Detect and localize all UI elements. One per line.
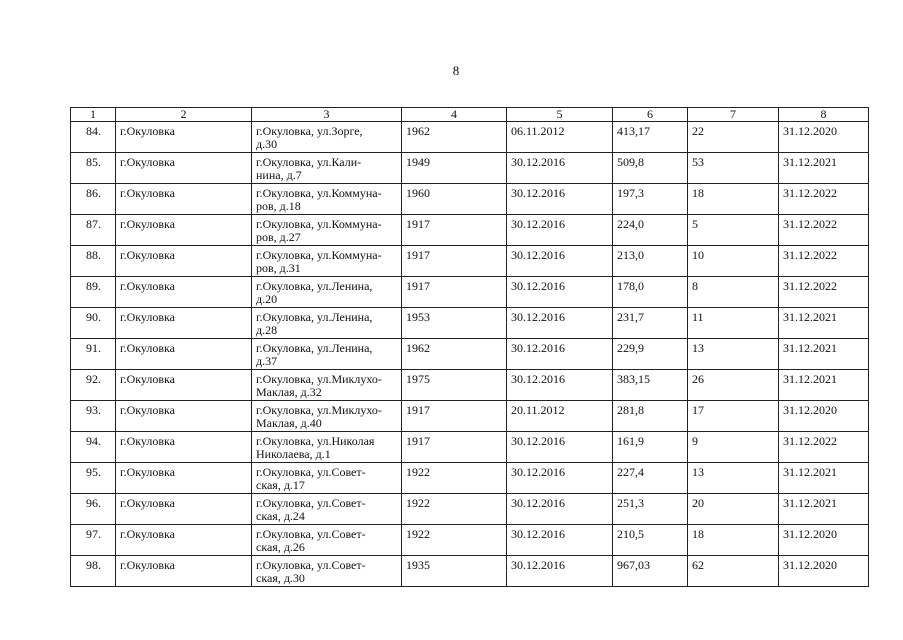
table-row bbox=[71, 153, 869, 184]
cell-date bbox=[507, 308, 613, 339]
table-row bbox=[71, 246, 869, 277]
cell-text: 31.12.2022 bbox=[783, 217, 837, 231]
cell-deadline bbox=[779, 401, 869, 432]
housing-registry-table bbox=[70, 107, 869, 587]
cell-text: 98. bbox=[86, 558, 101, 572]
cell-text: 31.12.2020 bbox=[783, 527, 837, 541]
cell-text: 30.12.2016 bbox=[511, 434, 565, 448]
cell-text: 1917 bbox=[406, 217, 430, 231]
cell-deadline bbox=[779, 556, 869, 587]
cell-text: г.Окуловка, ул.Ленина, д.37 bbox=[256, 341, 373, 368]
table-body bbox=[71, 122, 869, 587]
cell-text: 95. bbox=[86, 465, 101, 479]
cell-row-number bbox=[71, 215, 116, 246]
cell-address bbox=[252, 339, 402, 370]
cell-text: 89. bbox=[86, 279, 101, 293]
cell-row-number bbox=[71, 184, 116, 215]
cell-area bbox=[613, 277, 688, 308]
cell-year-built bbox=[402, 525, 507, 556]
cell-deadline bbox=[779, 494, 869, 525]
cell-date bbox=[507, 277, 613, 308]
cell-text: 06.11.2012 bbox=[511, 124, 565, 138]
cell-settlement bbox=[116, 370, 252, 401]
cell-text: 30.12.2016 bbox=[511, 217, 565, 231]
cell-address bbox=[252, 184, 402, 215]
cell-date bbox=[507, 370, 613, 401]
cell-text: 197,3 bbox=[617, 186, 644, 200]
cell-year-built bbox=[402, 277, 507, 308]
cell-text: г.Окуловка bbox=[120, 124, 175, 138]
cell-text: 178,0 bbox=[617, 279, 644, 293]
cell-settlement bbox=[116, 122, 252, 153]
cell-text: 413,17 bbox=[617, 124, 650, 138]
cell-text: г.Окуловка, ул.Совет- ская, д.17 bbox=[256, 465, 366, 492]
cell-count bbox=[688, 556, 779, 587]
cell-settlement bbox=[116, 339, 252, 370]
cell-text: г.Окуловка, ул.Совет- ская, д.26 bbox=[256, 527, 366, 554]
cell-text: 88. bbox=[86, 248, 101, 262]
cell-year-built bbox=[402, 122, 507, 153]
cell-text: 1975 bbox=[406, 372, 430, 386]
cell-year-built bbox=[402, 246, 507, 277]
cell-text: 30.12.2016 bbox=[511, 372, 565, 386]
cell-text: 26 bbox=[692, 372, 704, 386]
cell-text: 31.12.2022 bbox=[783, 434, 837, 448]
cell-text: 1962 bbox=[406, 124, 430, 138]
cell-area bbox=[613, 556, 688, 587]
cell-text: г.Окуловка, ул.Коммуна- ров, д.18 bbox=[256, 186, 382, 213]
cell-settlement bbox=[116, 401, 252, 432]
cell-text: 31.12.2020 bbox=[783, 558, 837, 572]
cell-area bbox=[613, 215, 688, 246]
cell-text: 13 bbox=[692, 465, 704, 479]
cell-settlement bbox=[116, 184, 252, 215]
page-number: 8 bbox=[452, 63, 460, 78]
cell-text: г.Окуловка, ул.Совет- ская, д.30 bbox=[256, 558, 366, 585]
cell-area bbox=[613, 153, 688, 184]
cell-text: 30.12.2016 bbox=[511, 186, 565, 200]
table-row bbox=[71, 277, 869, 308]
cell-address bbox=[252, 122, 402, 153]
cell-text: 31.12.2021 bbox=[783, 372, 837, 386]
table-row bbox=[71, 525, 869, 556]
cell-year-built bbox=[402, 215, 507, 246]
cell-text: 94. bbox=[86, 434, 101, 448]
cell-year-built bbox=[402, 556, 507, 587]
cell-year-built bbox=[402, 153, 507, 184]
cell-date bbox=[507, 184, 613, 215]
table-row bbox=[71, 122, 869, 153]
cell-deadline bbox=[779, 308, 869, 339]
cell-count bbox=[688, 153, 779, 184]
cell-row-number bbox=[71, 463, 116, 494]
cell-text: 5 bbox=[692, 217, 698, 231]
cell-text: 1949 bbox=[406, 155, 430, 169]
cell-text: г.Окуловка, ул.Коммуна- ров, д.31 bbox=[256, 248, 382, 275]
table-row bbox=[71, 215, 869, 246]
cell-text: г.Окуловка bbox=[120, 403, 175, 417]
cell-text: г.Окуловка, ул.Николая Николаева, д.1 bbox=[256, 434, 375, 461]
cell-text: 1917 bbox=[406, 434, 430, 448]
cell-text: 10 bbox=[692, 248, 704, 262]
cell-address bbox=[252, 401, 402, 432]
cell-text: 22 bbox=[692, 124, 704, 138]
cell-settlement bbox=[116, 556, 252, 587]
table-row bbox=[71, 494, 869, 525]
cell-text: 224,0 bbox=[617, 217, 644, 231]
cell-date bbox=[507, 494, 613, 525]
cell-text: г.Окуловка, ул.Миклухо- Маклая, д.40 bbox=[256, 403, 382, 430]
table-row bbox=[71, 308, 869, 339]
cell-text: 18 bbox=[692, 527, 704, 541]
cell-text: 20.11.2012 bbox=[511, 403, 565, 417]
cell-text: г.Окуловка, ул.Кали- нина, д.7 bbox=[256, 155, 362, 182]
cell-deadline bbox=[779, 463, 869, 494]
cell-area bbox=[613, 339, 688, 370]
cell-count bbox=[688, 463, 779, 494]
cell-text: 13 bbox=[692, 341, 704, 355]
cell-year-built bbox=[402, 339, 507, 370]
cell-address bbox=[252, 246, 402, 277]
cell-text: 1953 bbox=[406, 310, 430, 324]
cell-text: 87. bbox=[86, 217, 101, 231]
cell-text: 9 bbox=[692, 434, 698, 448]
cell-text: 383,15 bbox=[617, 372, 650, 386]
table-row bbox=[71, 184, 869, 215]
cell-text: г.Окуловка, ул.Миклухо- Маклая, д.32 bbox=[256, 372, 382, 399]
cell-text: г.Окуловка bbox=[120, 341, 175, 355]
cell-text: 31.12.2021 bbox=[783, 341, 837, 355]
cell-text: 1922 bbox=[406, 465, 430, 479]
cell-settlement bbox=[116, 153, 252, 184]
cell-date bbox=[507, 215, 613, 246]
column-header-5: 5 bbox=[507, 108, 613, 122]
cell-row-number bbox=[71, 494, 116, 525]
cell-date bbox=[507, 432, 613, 463]
cell-area bbox=[613, 246, 688, 277]
column-header-4: 4 bbox=[402, 108, 507, 122]
table-row bbox=[71, 401, 869, 432]
cell-text: 210,5 bbox=[617, 527, 644, 541]
cell-text: 30.12.2016 bbox=[511, 155, 565, 169]
cell-text: 1962 bbox=[406, 341, 430, 355]
column-header-8: 8 bbox=[779, 108, 869, 122]
cell-deadline bbox=[779, 339, 869, 370]
cell-text: г.Окуловка bbox=[120, 310, 175, 324]
cell-address bbox=[252, 215, 402, 246]
cell-area bbox=[613, 122, 688, 153]
cell-date bbox=[507, 246, 613, 277]
cell-text: 96. bbox=[86, 496, 101, 510]
cell-text: 97. bbox=[86, 527, 101, 541]
cell-text: 31.12.2020 bbox=[783, 124, 837, 138]
cell-row-number bbox=[71, 525, 116, 556]
table-row bbox=[71, 339, 869, 370]
cell-text: г.Окуловка bbox=[120, 496, 175, 510]
cell-year-built bbox=[402, 463, 507, 494]
cell-year-built bbox=[402, 308, 507, 339]
cell-text: 85. bbox=[86, 155, 101, 169]
cell-date bbox=[507, 401, 613, 432]
cell-settlement bbox=[116, 246, 252, 277]
cell-text: 84. bbox=[86, 124, 101, 138]
cell-deadline bbox=[779, 370, 869, 401]
cell-count bbox=[688, 339, 779, 370]
cell-row-number bbox=[71, 122, 116, 153]
cell-area bbox=[613, 525, 688, 556]
cell-text: 281,8 bbox=[617, 403, 644, 417]
cell-text: г.Окуловка, ул.Зорге, д.30 bbox=[256, 124, 363, 151]
cell-year-built bbox=[402, 494, 507, 525]
cell-deadline bbox=[779, 525, 869, 556]
cell-count bbox=[688, 401, 779, 432]
cell-text: 31.12.2021 bbox=[783, 155, 837, 169]
cell-text: 251,3 bbox=[617, 496, 644, 510]
cell-address bbox=[252, 432, 402, 463]
cell-count bbox=[688, 494, 779, 525]
cell-text: 509,8 bbox=[617, 155, 644, 169]
cell-row-number bbox=[71, 401, 116, 432]
cell-text: 30.12.2016 bbox=[511, 465, 565, 479]
cell-address bbox=[252, 277, 402, 308]
cell-row-number bbox=[71, 308, 116, 339]
cell-text: 31.12.2022 bbox=[783, 248, 837, 262]
cell-row-number bbox=[71, 277, 116, 308]
cell-row-number bbox=[71, 432, 116, 463]
cell-text: 93. bbox=[86, 403, 101, 417]
cell-text: 8 bbox=[692, 279, 698, 293]
cell-date bbox=[507, 525, 613, 556]
cell-count bbox=[688, 122, 779, 153]
cell-text: 17 bbox=[692, 403, 704, 417]
cell-text: 1935 bbox=[406, 558, 430, 572]
cell-text: 30.12.2016 bbox=[511, 248, 565, 262]
cell-text: 30.12.2016 bbox=[511, 527, 565, 541]
cell-text: г.Окуловка bbox=[120, 527, 175, 541]
cell-address bbox=[252, 153, 402, 184]
cell-text: 31.12.2021 bbox=[783, 465, 837, 479]
cell-count bbox=[688, 370, 779, 401]
cell-deadline bbox=[779, 153, 869, 184]
cell-text: 53 bbox=[692, 155, 704, 169]
cell-text: 1922 bbox=[406, 527, 430, 541]
cell-settlement bbox=[116, 277, 252, 308]
cell-address bbox=[252, 494, 402, 525]
cell-settlement bbox=[116, 463, 252, 494]
table-header bbox=[71, 108, 869, 122]
cell-deadline bbox=[779, 432, 869, 463]
cell-text: 18 bbox=[692, 186, 704, 200]
cell-count bbox=[688, 277, 779, 308]
cell-text: 30.12.2016 bbox=[511, 279, 565, 293]
cell-text: 1917 bbox=[406, 248, 430, 262]
cell-count bbox=[688, 432, 779, 463]
cell-deadline bbox=[779, 277, 869, 308]
cell-area bbox=[613, 432, 688, 463]
cell-address bbox=[252, 556, 402, 587]
cell-row-number bbox=[71, 370, 116, 401]
table-row bbox=[71, 370, 869, 401]
cell-text: г.Окуловка bbox=[120, 186, 175, 200]
cell-text: 20 bbox=[692, 496, 704, 510]
cell-date bbox=[507, 122, 613, 153]
cell-row-number bbox=[71, 339, 116, 370]
column-header-2: 2 bbox=[116, 108, 252, 122]
cell-settlement bbox=[116, 215, 252, 246]
cell-text: 31.12.2021 bbox=[783, 496, 837, 510]
cell-address bbox=[252, 463, 402, 494]
cell-area bbox=[613, 401, 688, 432]
cell-text: 31.12.2022 bbox=[783, 279, 837, 293]
cell-text: 31.12.2020 bbox=[783, 403, 837, 417]
cell-text: 11 bbox=[692, 310, 704, 324]
cell-text: г.Окуловка bbox=[120, 155, 175, 169]
cell-text: г.Окуловка bbox=[120, 248, 175, 262]
cell-text: 227,4 bbox=[617, 465, 644, 479]
cell-text: 30.12.2016 bbox=[511, 341, 565, 355]
cell-area bbox=[613, 463, 688, 494]
table-row bbox=[71, 463, 869, 494]
cell-text: 1917 bbox=[406, 403, 430, 417]
cell-text: 62 bbox=[692, 558, 704, 572]
cell-row-number bbox=[71, 246, 116, 277]
cell-text: 967,03 bbox=[617, 558, 650, 572]
column-header-6: 6 bbox=[613, 108, 688, 122]
cell-year-built bbox=[402, 184, 507, 215]
cell-text: г.Окуловка bbox=[120, 558, 175, 572]
cell-deadline bbox=[779, 246, 869, 277]
cell-text: 229,9 bbox=[617, 341, 644, 355]
header-row bbox=[71, 108, 869, 122]
cell-area bbox=[613, 308, 688, 339]
cell-text: 30.12.2016 bbox=[511, 558, 565, 572]
cell-date bbox=[507, 153, 613, 184]
cell-text: г.Окуловка bbox=[120, 465, 175, 479]
cell-text: г.Окуловка bbox=[120, 217, 175, 231]
cell-count bbox=[688, 184, 779, 215]
cell-year-built bbox=[402, 370, 507, 401]
column-header-3: 3 bbox=[252, 108, 402, 122]
cell-text: 31.12.2022 bbox=[783, 186, 837, 200]
cell-row-number bbox=[71, 556, 116, 587]
cell-text: 1960 bbox=[406, 186, 430, 200]
cell-text: г.Окуловка, ул.Ленина, д.20 bbox=[256, 279, 373, 306]
cell-date bbox=[507, 556, 613, 587]
cell-settlement bbox=[116, 432, 252, 463]
cell-count bbox=[688, 246, 779, 277]
cell-text: 161,9 bbox=[617, 434, 644, 448]
cell-date bbox=[507, 463, 613, 494]
column-header-1: 1 bbox=[71, 108, 116, 122]
cell-text: 92. bbox=[86, 372, 101, 386]
cell-text: г.Окуловка bbox=[120, 279, 175, 293]
cell-text: г.Окуловка, ул.Совет- ская, д.24 bbox=[256, 496, 366, 523]
cell-count bbox=[688, 525, 779, 556]
cell-row-number bbox=[71, 153, 116, 184]
cell-text: г.Окуловка, ул.Ленина, д.28 bbox=[256, 310, 373, 337]
cell-year-built bbox=[402, 401, 507, 432]
cell-date bbox=[507, 339, 613, 370]
cell-text: г.Окуловка, ул.Коммуна- ров, д.27 bbox=[256, 217, 382, 244]
cell-text: 90. bbox=[86, 310, 101, 324]
cell-count bbox=[688, 215, 779, 246]
cell-count bbox=[688, 308, 779, 339]
cell-settlement bbox=[116, 494, 252, 525]
cell-text: г.Окуловка bbox=[120, 372, 175, 386]
cell-address bbox=[252, 308, 402, 339]
cell-deadline bbox=[779, 184, 869, 215]
cell-settlement bbox=[116, 525, 252, 556]
cell-text: г.Окуловка bbox=[120, 434, 175, 448]
cell-area bbox=[613, 370, 688, 401]
cell-text: 91. bbox=[86, 341, 101, 355]
cell-text: 1917 bbox=[406, 279, 430, 293]
cell-area bbox=[613, 494, 688, 525]
column-header-7: 7 bbox=[688, 108, 779, 122]
table-row bbox=[71, 556, 869, 587]
table-row bbox=[71, 432, 869, 463]
cell-deadline bbox=[779, 215, 869, 246]
cell-text: 86. bbox=[86, 186, 101, 200]
cell-text: 1922 bbox=[406, 496, 430, 510]
cell-text: 30.12.2016 bbox=[511, 496, 565, 510]
cell-text: 30.12.2016 bbox=[511, 310, 565, 324]
cell-text: 213,0 bbox=[617, 248, 644, 262]
cell-settlement bbox=[116, 308, 252, 339]
cell-year-built bbox=[402, 432, 507, 463]
cell-address bbox=[252, 370, 402, 401]
cell-deadline bbox=[779, 122, 869, 153]
cell-text: 31.12.2021 bbox=[783, 310, 837, 324]
cell-address bbox=[252, 525, 402, 556]
cell-area bbox=[613, 184, 688, 215]
cell-text: 231,7 bbox=[617, 310, 644, 324]
